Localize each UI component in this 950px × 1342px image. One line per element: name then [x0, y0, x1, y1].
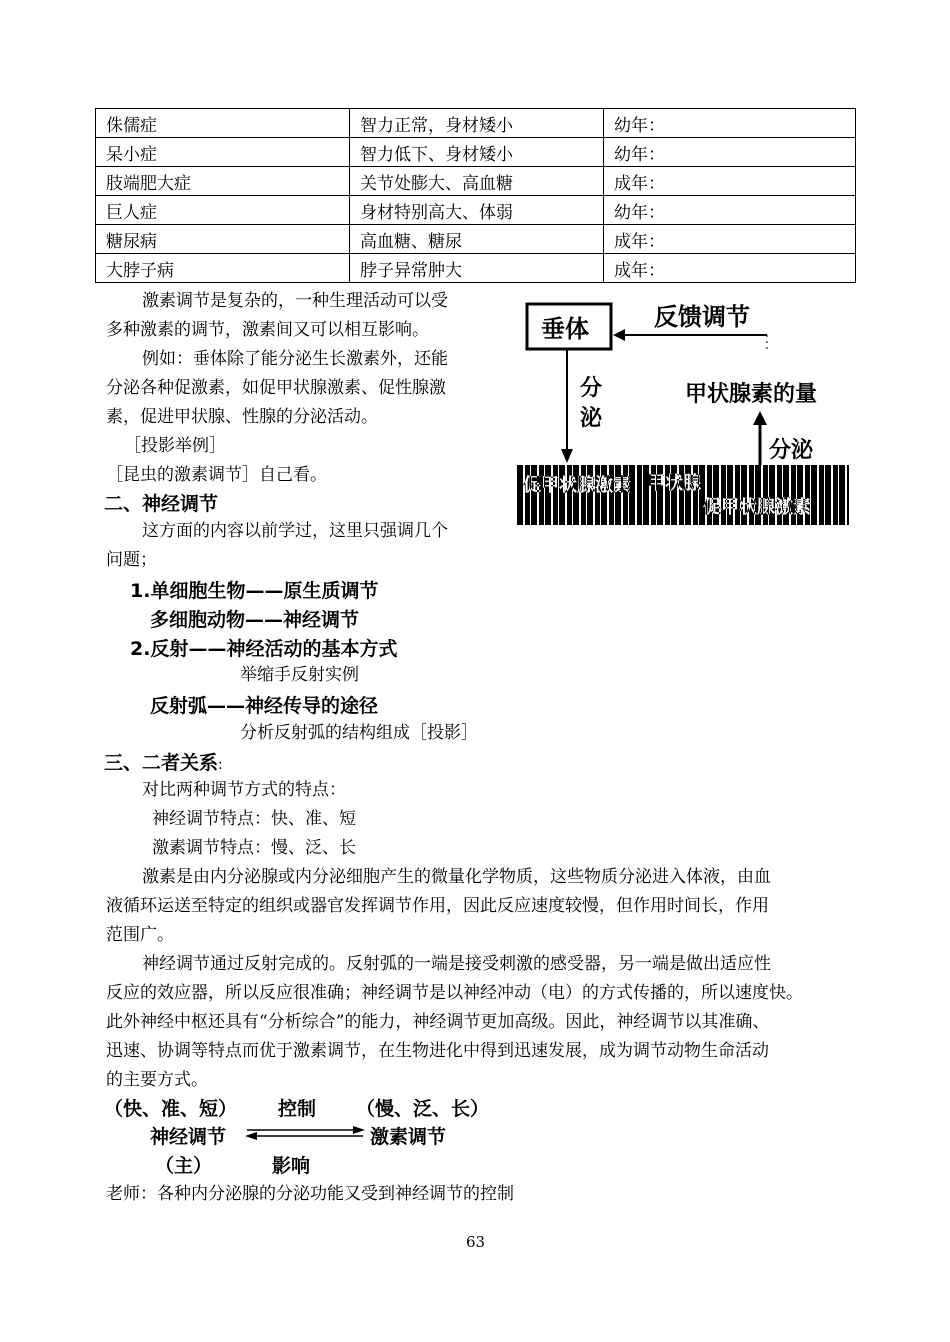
reflex-arc-analysis: 分析反射弧的结构组成［投影］: [240, 723, 478, 743]
page-number: 63: [466, 1233, 486, 1251]
projection-example: ［投影举例］: [124, 436, 226, 456]
onset-cell: 幼年：: [604, 138, 856, 167]
nerve-para-4: 迅速、协调等特点而优于激素调节，在生物进化中得到迅速发展，成为调节动物生命活动: [106, 1041, 769, 1061]
disease-name-cell: 呆小症: [96, 138, 350, 167]
compare-intro: 对比两种调节方式的特点：: [142, 780, 346, 800]
section2-heading: 二、神经调节: [104, 493, 219, 515]
hormone-traits-label: （慢、泛、长）: [356, 1098, 490, 1120]
blur-text-1: 促甲状腺激素: [523, 475, 631, 496]
table-row: [96, 254, 856, 283]
hormone-regulation-label: 激素调节: [370, 1126, 447, 1148]
disease-name-cell: 巨人症: [96, 196, 350, 225]
nerve-para-3: 此外神经中枢还具有“分析综合”的能力，神经调节更加高级。因此，神经调节以其准确、: [106, 1012, 770, 1032]
influence-label: 影响: [272, 1155, 311, 1177]
intro-line-2: 多种激素的调节，激素间又可以相互影响。: [106, 320, 429, 340]
feedback-diagram: [517, 293, 849, 525]
nerve-para-2: 反应的效应器，所以反应很准确；神经调节是以神经冲动（电）的方式传播的，所以速度快。: [106, 983, 803, 1003]
disease-name-cell: 肢端肥大症: [96, 167, 350, 196]
onset-cell: 成年：: [604, 225, 856, 254]
disease-name-cell: 侏儒症: [96, 109, 350, 138]
table-row: [96, 225, 856, 254]
point-unicellular: 1.单细胞生物——原生质调节: [130, 580, 379, 602]
symptom-cell: 脖子异常肿大: [350, 254, 604, 283]
disease-name-cell: 糖尿病: [96, 225, 350, 254]
primary-label: （主）: [155, 1155, 213, 1177]
feedback-label: 反馈调节: [654, 303, 750, 331]
teacher-note: 老师：各种内分泌腺的分泌功能又受到神经调节的控制: [106, 1184, 514, 1204]
intro-line-5: 素，促进甲状腺、性腺的分泌活动。: [106, 407, 378, 427]
nerve-para-5: 的主要方式。: [106, 1070, 208, 1090]
pituitary-label: 垂体: [541, 315, 589, 343]
nerve-para-1: 神经调节通过反射完成的。反射弧的一端是接受刺激的感受器，另一端是做出适应性: [142, 954, 771, 974]
section2-intro-2: 问题；: [106, 550, 157, 570]
section3-heading: [104, 748, 223, 775]
secretion-up-arrowhead: [753, 411, 767, 425]
symptom-cell: 高血糖、糖尿: [350, 225, 604, 254]
table-row: [96, 109, 856, 138]
intro-line-4: 分泌各种促激素，如促甲状腺激素、促性腺激: [106, 378, 446, 398]
reflex-example: 举缩手反射实例: [240, 665, 359, 685]
intro-line-1: 激素调节是复杂的，一种生理活动可以受: [142, 291, 448, 311]
disease-name-cell: 大脖子病: [96, 254, 350, 283]
secrete-label-2: 泌: [580, 406, 603, 431]
insect-hormone-note: ［昆虫的激素调节］自己看。: [106, 465, 327, 485]
section3-colon: :: [218, 757, 223, 773]
nerve-regulation-label: 神经调节: [150, 1126, 227, 1148]
symptom-cell: 智力低下、身材矮小: [350, 138, 604, 167]
hormone-para-3: 范围广。: [106, 925, 174, 945]
secrete-right-label: 分泌: [769, 438, 814, 463]
onset-cell: 成年：: [604, 254, 856, 283]
section3-heading-text: 三、二者关系: [104, 752, 219, 774]
section2-intro-1: 这方面的内容以前学过，这里只强调几个: [142, 521, 448, 541]
onset-cell: 幼年：: [604, 196, 856, 225]
onset-cell: 幼年：: [604, 109, 856, 138]
point-reflex: 2.反射——神经活动的基本方式: [130, 638, 398, 660]
onset-cell: 成年：: [604, 167, 856, 196]
disease-table: [95, 108, 856, 283]
nerve-features: 神经调节特点：快、准、短: [152, 809, 356, 829]
table-row: [96, 196, 856, 225]
table-row: [96, 167, 856, 196]
hormone-para-1: 激素是由内分泌腺或内分泌细胞产生的微量化学物质，这些物质分泌进入体液，由血: [142, 867, 771, 887]
double-arrow: [243, 1126, 367, 1140]
secretion-down-arrowhead: [561, 449, 573, 463]
symptom-cell: 身材特别高大、体弱: [350, 196, 604, 225]
table-row: [96, 138, 856, 167]
secrete-label-1: 分: [580, 376, 603, 401]
thyroxine-label: 甲状腺素的量: [685, 382, 818, 407]
intro-line-3: 例如：垂体除了能分泌生长激素外，还能: [142, 349, 448, 369]
hormone-features: 激素调节特点：慢、泛、长: [152, 838, 356, 858]
control-label: 控制: [278, 1098, 317, 1120]
point-multicellular: 多细胞动物——神经调节: [150, 609, 360, 631]
blur-text-2: 甲状腺: [647, 473, 701, 494]
arrow-right-head: [353, 1126, 365, 1134]
arrow-left-head: [245, 1132, 257, 1140]
feedback-arrowhead: [613, 329, 625, 341]
nerve-traits-label: （快、准、短）: [104, 1098, 238, 1120]
symptom-cell: 关节处膨大、高血糖: [350, 167, 604, 196]
hormone-para-2: 液循环运送至特定的组织或器官发挥调节作用，因此反应速度较慢，但作用时间长，作用: [106, 896, 769, 916]
point-reflex-arc: 反射弧——神经传导的途径: [150, 695, 379, 717]
blur-text-3: 促甲状腺激素: [703, 497, 811, 518]
symptom-cell: 智力正常，身材矮小: [350, 109, 604, 138]
